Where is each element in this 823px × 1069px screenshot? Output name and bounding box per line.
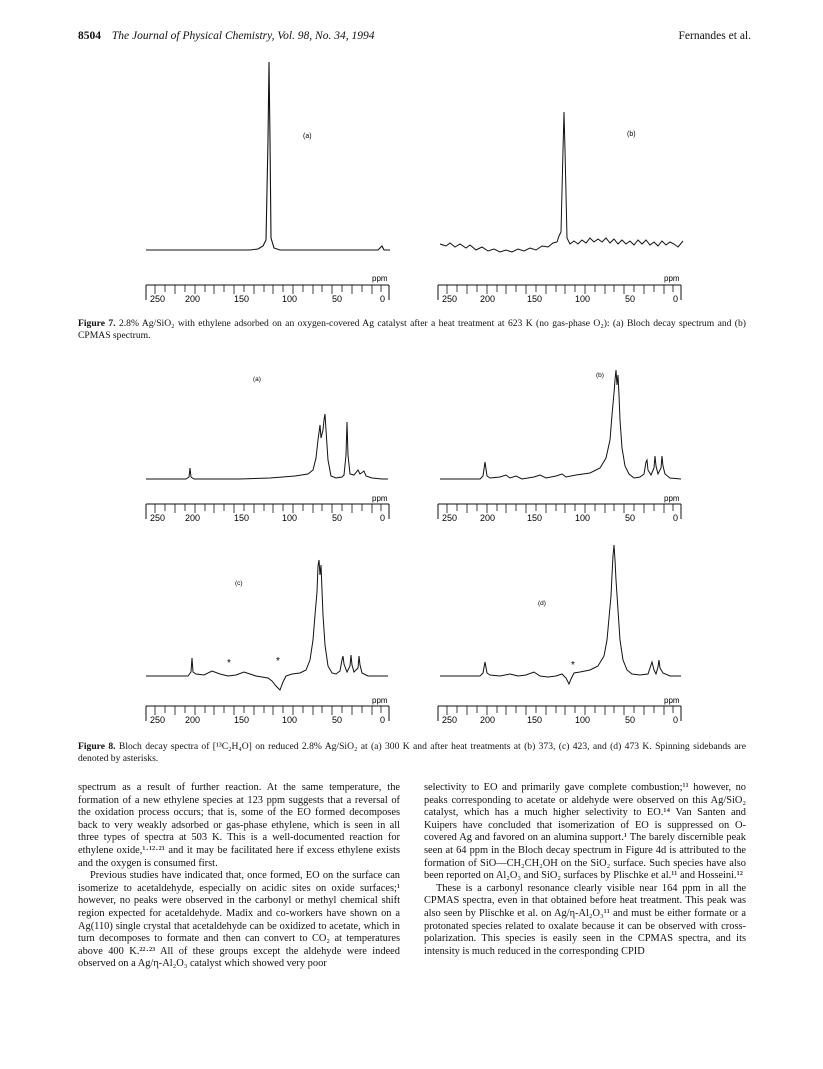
axis-unit-label: ppm — [664, 494, 680, 503]
body-paragraph: Previous studies have indicated that, once formed, EO on the surface can isomerize to acetaldehyde, especially on acidic sites on oxide surfaces;¹ however, no peaks were observed in the carbonyl or methyl chemical shift region expected for acetaldehyde. Madix and co-workers have shown on a Ag(110) single crystal that acetaldehyde can be oxidized to acetate, which in turn decomposes to formate and then can convert to CO₂ at temperatures above 400 K.²²·²³ All of these groups except the aldehyde were indeed observed on a Ag/η-Al₂O₃ catalyst which showed very poor — [78, 870, 400, 970]
tick-label-0: 0 — [380, 513, 386, 523]
tick-label-0: 0 — [673, 294, 679, 304]
figure-8-axis-b — [438, 494, 681, 523]
tick-label-100: 100 — [282, 294, 298, 304]
sideband-asterisk: * — [227, 658, 231, 669]
tick-label-200: 200 — [185, 715, 201, 725]
tick-label-200: 200 — [185, 294, 201, 304]
figure-8c-spectrum — [146, 560, 388, 690]
figure-7-caption — [78, 318, 746, 341]
author-line: Fernandes et al. — [678, 30, 751, 42]
figure-7-spectra — [0, 55, 823, 315]
tick-label-200: 200 — [185, 513, 201, 523]
tick-label-50: 50 — [332, 294, 343, 304]
tick-label-150: 150 — [234, 715, 250, 725]
figure-8b-spectrum — [440, 370, 681, 479]
figure-7a-label: (a) — [303, 133, 312, 140]
axis-unit-label: ppm — [372, 696, 388, 705]
figure-8-label: Figure 8. — [78, 741, 116, 752]
tick-label-200: 200 — [480, 715, 496, 725]
tick-label-150: 150 — [527, 715, 543, 725]
tick-label-150: 150 — [527, 513, 543, 523]
tick-label-250: 250 — [150, 294, 166, 304]
tick-label-50: 50 — [625, 294, 636, 304]
sideband-asterisk: * — [571, 660, 575, 671]
page-number: 8504 — [78, 30, 101, 42]
body-column-right — [424, 782, 746, 958]
figure-8-spectra — [0, 360, 823, 740]
tick-label-100: 100 — [282, 513, 298, 523]
figure-7-axis-a — [146, 274, 389, 304]
figure-8-axis-c — [146, 696, 389, 725]
figure-8a-label: (a) — [253, 376, 261, 383]
tick-label-200: 200 — [480, 513, 496, 523]
body-paragraph: These is a carbonyl resonance clearly visible near 164 ppm in all the CPMAS spectra, even in that obtained before heat treatment. This peak was also seen by Plischke et al. on Ag/η-Al₂O₃¹¹ and must be either formate or a protonated species related to oxalate because it can be observed with cross-polarization. This species is easily seen in the CPMAS spectra, and its intensity is much reduced in the corresponding CPID — [424, 882, 746, 957]
axis-unit-label: ppm — [372, 274, 388, 283]
figure-7-axis-b — [438, 274, 681, 304]
tick-label-100: 100 — [575, 715, 591, 725]
tick-label-250: 250 — [150, 715, 166, 725]
tick-label-250: 250 — [442, 513, 458, 523]
tick-label-50: 50 — [332, 513, 343, 523]
tick-label-0: 0 — [380, 715, 386, 725]
figure-8c-label: (c) — [235, 580, 243, 587]
tick-label-0: 0 — [673, 715, 679, 725]
sideband-asterisk: * — [276, 656, 280, 667]
tick-label-0: 0 — [673, 513, 679, 523]
axis-unit-label: ppm — [664, 274, 680, 283]
tick-label-150: 150 — [234, 294, 250, 304]
axis-unit-label: ppm — [664, 696, 680, 705]
figure-7a-spectrum — [146, 62, 390, 250]
figure-7-label: Figure 7. — [78, 318, 116, 329]
tick-label-250: 250 — [442, 294, 458, 304]
tick-label-100: 100 — [575, 513, 591, 523]
running-header — [78, 30, 751, 50]
tick-label-100: 100 — [575, 294, 591, 304]
figure-8-axis-a — [146, 494, 389, 523]
tick-label-200: 200 — [480, 294, 496, 304]
tick-label-50: 50 — [625, 513, 636, 523]
journal-citation: The Journal of Physical Chemistry, Vol. 98, No. 34, 1994 — [111, 30, 375, 42]
figure-8d-spectrum — [440, 545, 681, 684]
figure-8d-label: (d) — [538, 600, 546, 607]
figure-8b-label: (b) — [596, 372, 604, 379]
tick-label-150: 150 — [527, 294, 543, 304]
body-paragraph: selectivity to EO and primarily gave complete combustion;¹¹ however, no peaks corresponding to acetate or aldehyde were observed on this Ag/SiO₂ catalyst, which has a much higher selectivity to EO.¹⁴ Van Santen and Kuipers have concluded that isomerization of EO is suppressed on O-covered Ag and favored on an alumina support.¹ The barely discernible peak seen at 64 ppm in the Bloch decay spectrum in Figure 4d is attributed to the formation of SiO—CH₂CH₂OH on the SiO₂ surface. Such species have also been reported on Al₂O₃ and SiO₂ surfaces by Plischke et al.¹¹ and Hosseini.¹² — [424, 782, 746, 882]
tick-label-150: 150 — [234, 513, 250, 523]
tick-label-0: 0 — [380, 294, 386, 304]
body-column-left — [78, 782, 400, 971]
body-paragraph: spectrum as a result of further reaction. At the same temperature, the formation of a new ethylene species at 123 ppm suggests that a reversal of the oxidation process occurs; that is, some of the EO formed decomposes back to very weakly adsorbed or gas-phase ethylene, which is seen in all three types of spectra at 503 K. This is a well-documented reaction for ethylene oxide,¹·¹²·²¹ and it may be facilitated here if excess ethylene exists and the oxygen is consumed first. — [78, 782, 400, 869]
figure-8-caption-text: Bloch decay spectra of [¹³C₂H₄O] on reduced 2.8% Ag/SiO₂ at (a) 300 K and after heat treatments at (b) 373, (c) 423, and (d) 473 K. Spinning sidebands are denoted by asterisks. — [78, 741, 746, 764]
tick-label-250: 250 — [442, 715, 458, 725]
tick-label-100: 100 — [282, 715, 298, 725]
tick-label-50: 50 — [332, 715, 343, 725]
figure-7-caption-text: 2.8% Ag/SiO₂ with ethylene adsorbed on an oxygen-covered Ag catalyst after a heat treatment at 623 K (no gas-phase O₂): (a) Bloch decay spectrum and (b) CPMAS spectrum. — [78, 318, 746, 341]
figure-8-axis-d — [438, 696, 681, 725]
figure-7b-spectrum — [440, 112, 683, 252]
tick-label-50: 50 — [625, 715, 636, 725]
figure-8a-spectrum — [146, 376, 388, 479]
figure-7b-label: (b) — [627, 131, 636, 138]
tick-label-250: 250 — [150, 513, 166, 523]
figure-8-caption — [78, 741, 746, 764]
axis-unit-label: ppm — [372, 494, 388, 503]
